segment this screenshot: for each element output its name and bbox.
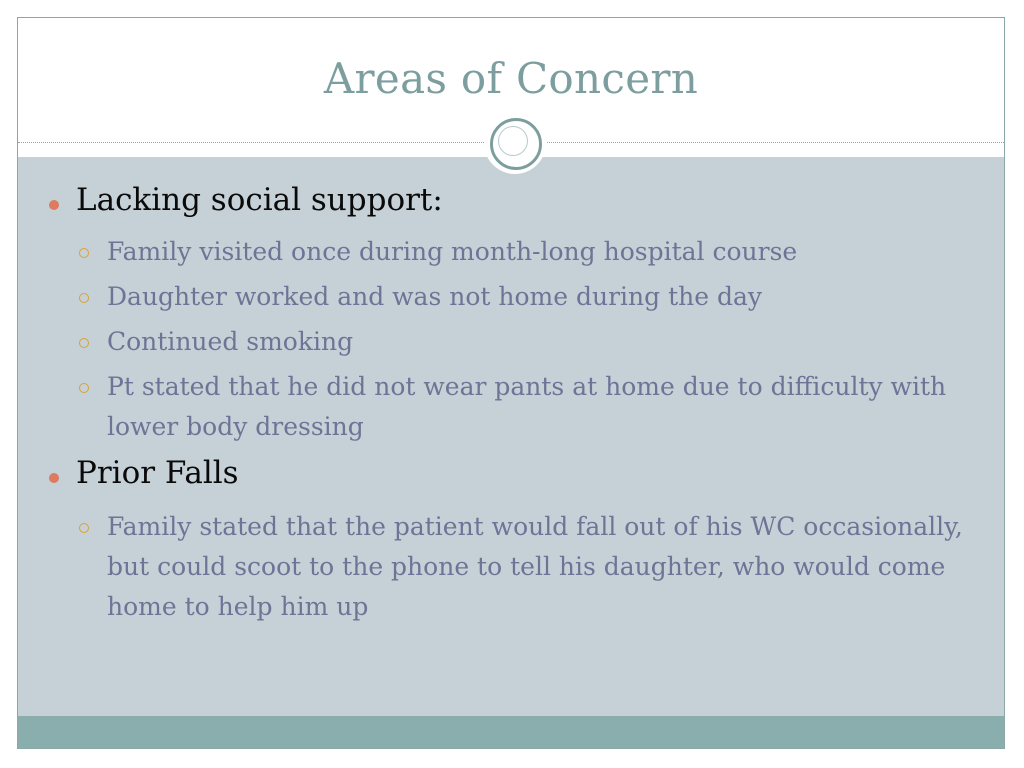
sub-bullet-item: Pt stated that he did not wear pants at home due to difficulty with lower body dressing: [107, 372, 947, 441]
bullet-dot-icon: [49, 473, 59, 483]
sub-bullet-item: Family visited once during month-long hospital course: [107, 237, 798, 266]
sub-bullet-ring-icon: [79, 338, 89, 348]
sub-bullet-ring-icon: [79, 383, 89, 393]
sub-bullet-ring-icon: [79, 293, 89, 303]
bullet-heading-2: Prior Falls: [76, 455, 239, 491]
content-area: [18, 157, 1004, 716]
divider-ornament-icon: [484, 112, 546, 174]
bullet-heading-1: Lacking social support:: [76, 182, 443, 218]
slide: [17, 17, 1005, 749]
sub-bullet-item: Family stated that the patient would fall out of his WC occasionally, but could scoot to the phone to tell his daughter, who would come home to help him up: [107, 512, 963, 621]
sub-bullet-item: Continued smoking: [107, 327, 354, 356]
footer-bar: [18, 716, 1004, 749]
slide-title: Areas of Concern: [323, 54, 699, 103]
sub-bullet-ring-icon: [79, 248, 89, 258]
bullet-dot-icon: [49, 200, 59, 210]
sub-bullet-item: Daughter worked and was not home during the day: [107, 282, 762, 311]
ornament-inner-ring: [498, 126, 528, 156]
sub-bullet-ring-icon: [79, 523, 89, 533]
